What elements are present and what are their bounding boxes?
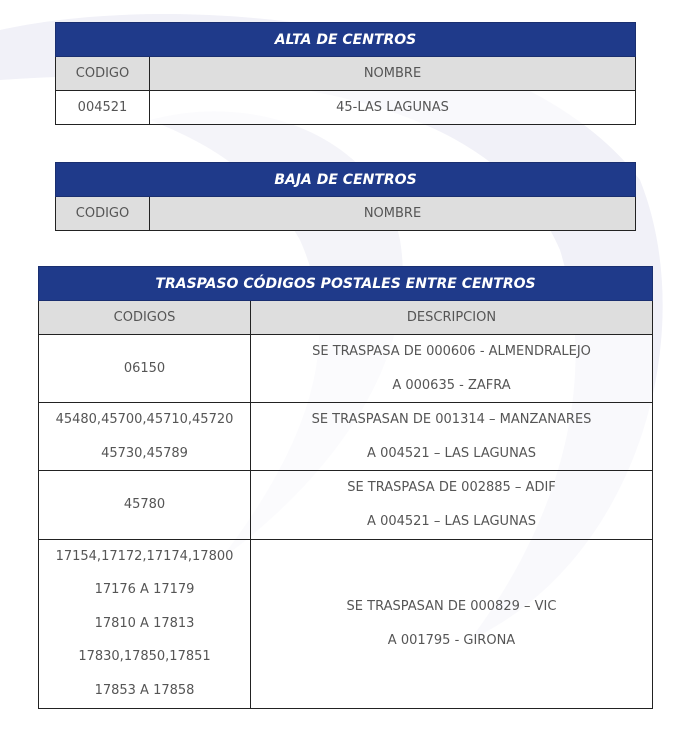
- descripcion-line: SE TRASPASA DE 000606 - ALMENDRALEJO: [312, 344, 591, 359]
- codigos-cell: [39, 403, 251, 471]
- codigo-line: 17154,17172,17174,17800: [55, 548, 234, 564]
- descripcion-line: SE TRASPASAN DE 001314 – MANZANARES: [311, 412, 592, 428]
- table-row: [39, 335, 653, 403]
- table-row: [39, 471, 653, 539]
- descripcion-line: A 004521 – LAS LAGUNAS: [367, 513, 536, 529]
- descripcion-line: A 000635 - ZAFRA: [392, 377, 511, 393]
- baja-header-nombre: NOMBRE: [150, 197, 636, 231]
- descripcion-line: SE TRASPASA DE 002885 – ADIF: [347, 480, 556, 496]
- alta-row-codigo: 004521: [56, 91, 150, 125]
- traspaso-title: TRASPASO CÓDIGOS POSTALES ENTRE CENTROS: [39, 267, 653, 301]
- descripcion-line: SE TRASPASAN DE 000829 – VIC: [346, 598, 557, 614]
- traspaso-codigos-table: [38, 266, 653, 709]
- codigos-cell: [39, 335, 251, 403]
- codigo-line: 45480,45700,45710,45720: [55, 412, 234, 428]
- descripcion-line: A 001795 - GIRONA: [387, 632, 516, 648]
- table-row: [39, 403, 653, 471]
- descripcion-cell: [251, 403, 653, 471]
- codigo-line: 06150: [123, 360, 166, 376]
- descripcion-cell: [251, 335, 653, 403]
- codigos-cell: [39, 539, 251, 708]
- alta-header-codigo: CODIGO: [56, 57, 150, 91]
- codigo-line: 45780: [123, 497, 166, 513]
- baja-de-centros-table: [55, 162, 636, 231]
- codigo-line: 45730,45789: [101, 445, 188, 461]
- alta-row-nombre: 45-LAS LAGUNAS: [150, 91, 636, 125]
- codigos-cell: [39, 471, 251, 539]
- descripcion-cell: [251, 471, 653, 539]
- alta-title: ALTA DE CENTROS: [56, 23, 636, 57]
- traspaso-header-descripcion: DESCRIPCION: [251, 301, 653, 335]
- descripcion-line: A 004521 – LAS LAGUNAS: [367, 445, 536, 461]
- alta-header-nombre: NOMBRE: [150, 57, 636, 91]
- baja-title: BAJA DE CENTROS: [56, 163, 636, 197]
- alta-de-centros-table: [55, 22, 636, 125]
- codigo-line: 17853 A 17858: [94, 682, 195, 698]
- codigo-line: 17810 A 17813: [94, 615, 195, 631]
- codigo-line: 17176 A 17179: [94, 582, 195, 598]
- baja-header-codigo: CODIGO: [56, 197, 150, 231]
- codigo-line: 17830,17850,17851: [78, 649, 211, 665]
- table-row: [39, 539, 653, 708]
- descripcion-cell: [251, 539, 653, 708]
- traspaso-header-codigos: CODIGOS: [39, 301, 251, 335]
